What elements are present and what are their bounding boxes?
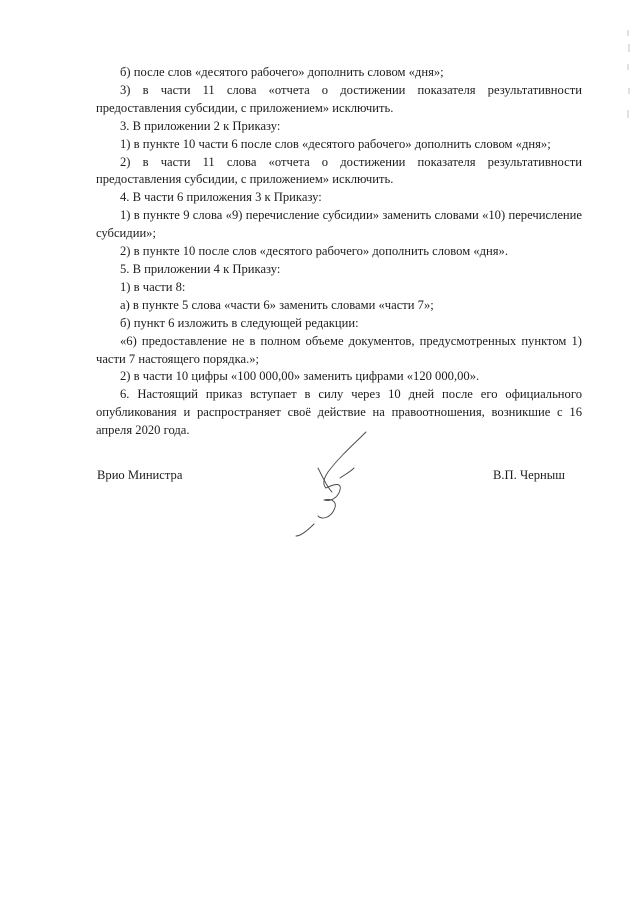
document-body [96,64,582,440]
paragraph: 6. Настоящий приказ вступает в силу через 10 дней после его официального опубликования и распространяет своё действие на правоотношения, возникшие с 16 апреля 2020 года. [96,387,582,438]
paragraph: «6) предоставление не в полном объеме документов, предусмотренных пунктом 1) части 7 настоящего порядка.»; [96,333,582,366]
scan-edge-mark [626,30,632,120]
signatory-name: В.П. Черныш [493,468,565,482]
paragraph: а) в пункте 5 слова «части 6» заменить словами «части 7»; [120,297,434,312]
paragraph: 3. В приложении 2 к Приказу: [120,118,281,133]
paragraph: 3) в части 11 слова «отчета о достижении показателя результативности предоставления субсидии, с приложением» исключить. [96,82,582,115]
paragraph: 2) в пункте 10 после слов «десятого рабочего» дополнить словом «дня». [120,244,509,259]
paragraph: 1) в пункте 10 части 6 после слов «десятого рабочего» дополнить словом «дня»; [120,136,551,151]
signatory-position: Врио Министра [97,468,183,482]
paragraph: 2) в части 10 цифры «100 000,00» заменить цифрами «120 000,00». [120,369,480,384]
paragraph: б) пункт 6 изложить в следующей редакции: [120,315,359,330]
paragraph: б) после слов «десятого рабочего» дополнить словом «дня»; [120,65,444,79]
paragraph: 5. В приложении 4 к Приказу: [120,261,281,276]
paragraph: 4. В части 6 приложения 3 к Приказу: [120,190,322,205]
paragraph: 2) в части 11 слова «отчета о достижении показателя результативности предоставления субсидии, с приложением» исключить. [96,154,582,187]
handwritten-signature [288,428,378,538]
paragraph: 1) в пункте 9 слова «9) перечисление субсидии» заменить словами «10) перечисление субсидии»; [96,208,582,241]
paragraph: 1) в части 8: [120,279,186,294]
